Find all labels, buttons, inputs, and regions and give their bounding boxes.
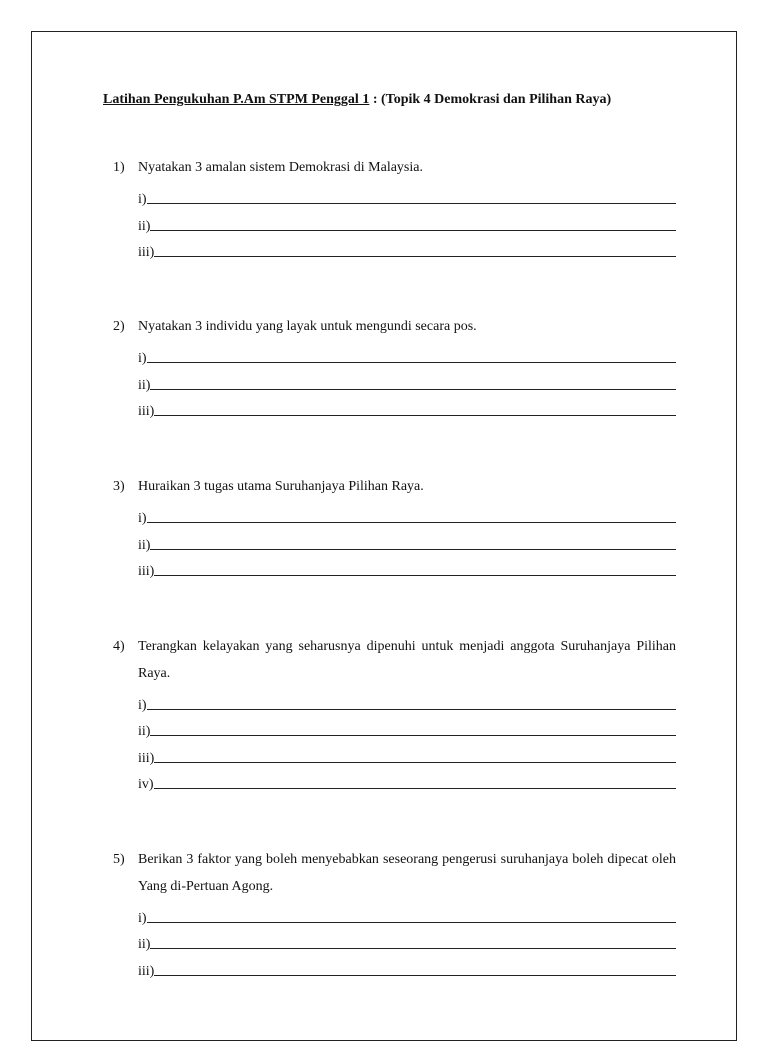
answer-label: i) — [138, 192, 147, 207]
answer-blank[interactable] — [154, 559, 676, 576]
question-4 — [113, 634, 676, 793]
answer-blank[interactable] — [147, 187, 676, 204]
answer-label: i) — [138, 697, 147, 713]
answer-label: iii) — [138, 963, 155, 979]
question-text: Berikan 3 faktor yang boleh menyebabkan seseorang pengerusi suruhanjaya boleh dipecat oleh Yang di-Pertuan Agong. — [138, 852, 676, 894]
question-prompt — [113, 155, 676, 182]
answer-label: ii) — [138, 377, 151, 393]
question-prompt — [113, 847, 676, 900]
answer-line[interactable] — [138, 767, 676, 794]
answer-label: ii) — [138, 937, 151, 952]
answer-line[interactable] — [138, 927, 676, 954]
answer-label: i) — [138, 910, 147, 926]
answer-blank[interactable] — [150, 932, 676, 949]
question-number: 1) — [113, 160, 125, 175]
answer-label: ii) — [138, 724, 151, 739]
answer-line[interactable] — [138, 740, 676, 767]
question-prompt — [113, 634, 676, 687]
answer-blank[interactable] — [154, 399, 676, 416]
question-text: Terangkan kelayakan yang seharusnya dipenuhi untuk menjadi anggota Suruhanjaya Pilihan Raya. — [138, 639, 676, 681]
answer-label: ii) — [138, 537, 151, 553]
answer-line[interactable] — [138, 714, 676, 741]
title-topic: : (Topik 4 Demokrasi dan Pilihan Raya) — [369, 92, 612, 107]
question-3 — [113, 474, 676, 580]
answer-blank[interactable] — [147, 506, 676, 523]
answer-list — [138, 501, 676, 581]
answer-label: iii) — [138, 245, 155, 260]
answer-line[interactable] — [138, 367, 676, 394]
answer-blank[interactable] — [154, 746, 676, 763]
answer-line[interactable] — [138, 900, 676, 927]
answer-label: iii) — [138, 404, 155, 419]
question-text: Nyatakan 3 amalan sistem Demokrasi di Malaysia. — [138, 160, 423, 175]
question-prompt — [113, 314, 676, 341]
answer-label: i) — [138, 351, 147, 366]
answer-blank[interactable] — [150, 533, 676, 550]
answer-blank[interactable] — [147, 906, 676, 923]
question-number: 3) — [113, 479, 125, 494]
answer-line[interactable] — [138, 687, 676, 714]
answer-blank[interactable] — [154, 959, 676, 976]
answer-label: i) — [138, 511, 147, 526]
question-1 — [113, 155, 676, 261]
answer-line[interactable] — [138, 182, 676, 209]
answer-line[interactable] — [138, 554, 676, 581]
question-text: Nyatakan 3 individu yang layak untuk mengundi secara pos. — [138, 319, 477, 334]
question-number: 4) — [113, 639, 125, 654]
answer-blank[interactable] — [147, 693, 676, 710]
answer-label: iv) — [138, 777, 154, 792]
question-number: 2) — [113, 319, 125, 334]
answer-line[interactable] — [138, 501, 676, 528]
answer-list — [138, 687, 676, 793]
answer-blank[interactable] — [154, 240, 676, 257]
answer-list — [138, 900, 676, 980]
answer-label: iii) — [138, 564, 155, 579]
answer-blank[interactable] — [147, 346, 676, 363]
answer-label: iii) — [138, 750, 155, 766]
answer-blank[interactable] — [150, 719, 676, 736]
question-text: Huraikan 3 tugas utama Suruhanjaya Pilihan Raya. — [138, 479, 424, 494]
answer-line[interactable] — [138, 527, 676, 554]
answer-line[interactable] — [138, 394, 676, 421]
answer-line[interactable] — [138, 341, 676, 368]
question-prompt — [113, 474, 676, 501]
title-main: Latihan Pengukuhan P.Am STPM Penggal 1 — [103, 92, 370, 107]
answer-blank[interactable] — [154, 772, 676, 789]
question-number: 5) — [113, 852, 125, 867]
answer-label: ii) — [138, 218, 151, 234]
answer-line[interactable] — [138, 208, 676, 235]
answer-list — [138, 341, 676, 421]
answer-list — [138, 182, 676, 262]
answer-line[interactable] — [138, 953, 676, 980]
page-title — [103, 92, 703, 108]
answer-blank[interactable] — [150, 214, 676, 231]
question-2 — [113, 314, 676, 420]
answer-line[interactable] — [138, 235, 676, 262]
question-5 — [113, 847, 676, 980]
answer-blank[interactable] — [150, 373, 676, 390]
